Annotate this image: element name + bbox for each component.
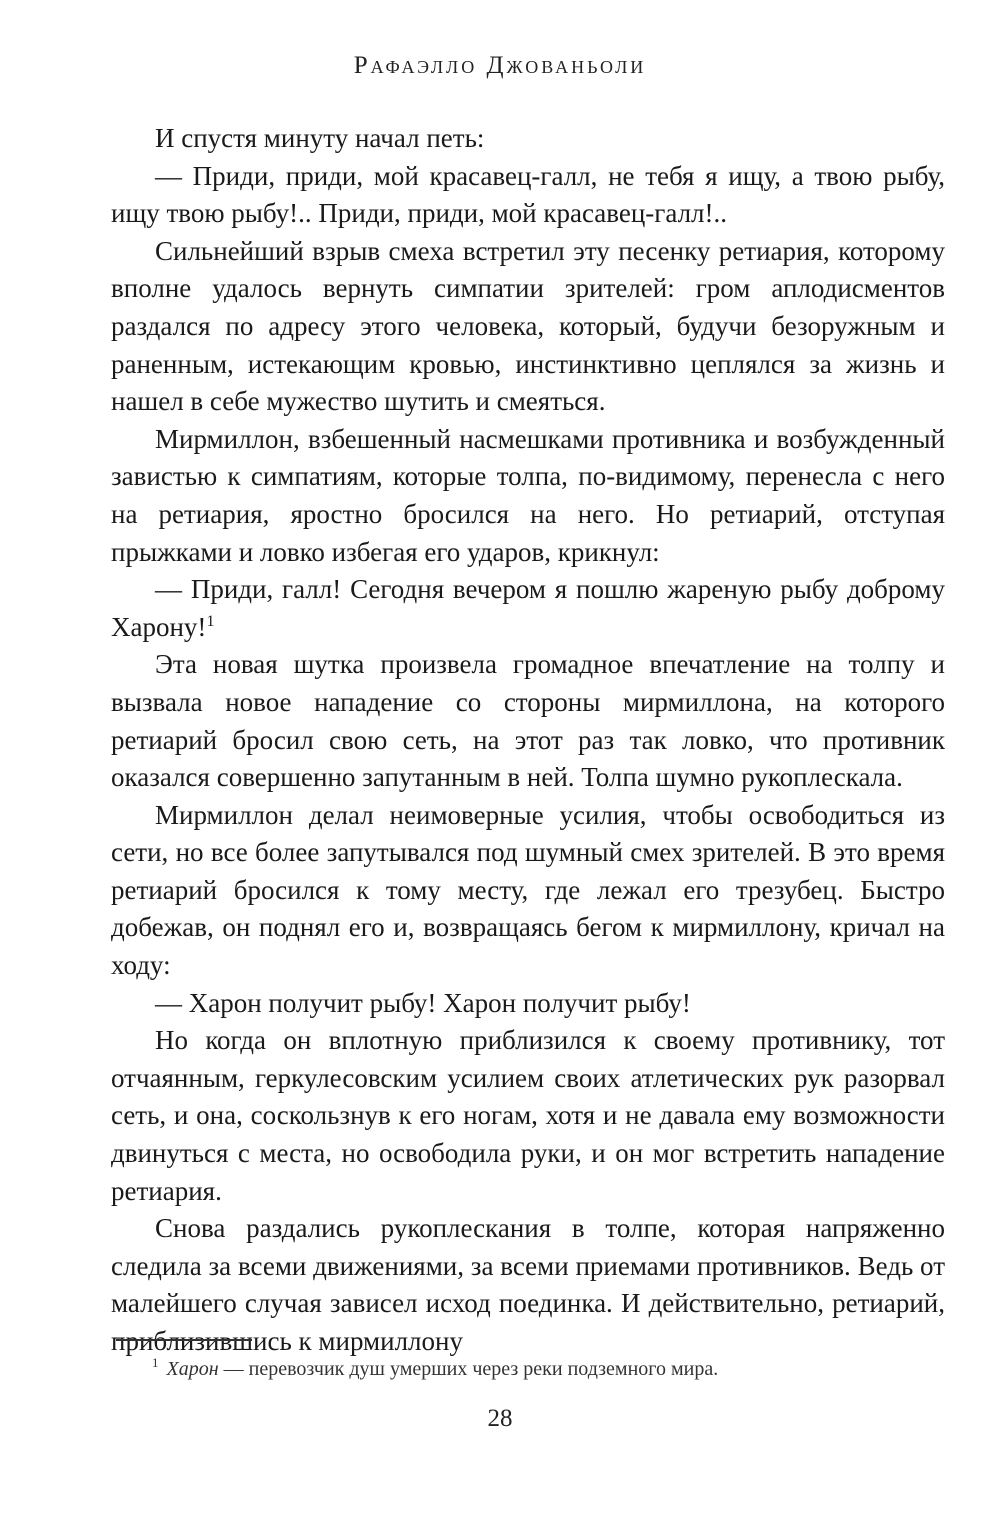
paragraph: Но когда он вплотную приблизился к своему противнику, тот отчаянным, геркулесовским усилием своих атлетических рук разорвал сеть, и она, соскользнув к его ногам, хотя и не давала ему возможности двинуться с места, но освободила руки, и он мог встретить нападение ретиария.: [111, 1025, 945, 1206]
footnote-mark: 1: [152, 1355, 159, 1371]
footnote-term: Харон: [166, 1358, 219, 1380]
footnote-text: — перевозчик душ умерших через реки подземного мира.: [218, 1358, 719, 1380]
paragraph: Сильнейший взрыв смеха встретил эту песенку ретиария, которому вполне удалось вернуть симпатии зрителей: гром аплодисментов раздался по адресу этого человека, который, будучи безоружным и раненным, истекающим кровью, инстинктивно цеплялся за жизнь и нашел в себе мужество шутить и смеяться.: [111, 235, 945, 417]
running-head-title: Рафаэлло Джованьоли: [353, 52, 647, 79]
paragraph: И спустя минуту начал петь:: [155, 123, 485, 153]
paragraph: — Приди, приди, мой красавец-галл, не тебя я ищу, а твою рыбу, ищу твою рыбу!.. Приди, приди, мой красавец-галл!..: [111, 160, 945, 229]
paragraph: Мирмиллон делал неимоверные усилия, чтобы освободиться из сети, но все более запутывался под шумный смех зрителей. В это время ретиарий бросился к тому месту, где лежал его трезубец. Быстро добежав, он поднял его и, возвращаясь бегом к мирмиллону, кричал на ходу:: [111, 799, 945, 981]
paragraph: Снова раздались рукоплескания в толпе, которая напряженно следила за всеми движениями, за всеми приемами противников. Ведь от малейшего случая зависел исход поединка. И действительно, ретиарий, приблизившись к мирмиллону: [111, 1213, 945, 1356]
paragraph: Мирмиллон, взбешенный насмешками противника и возбужденный завистью к симпатиям, которые толпа, по-видимому, перенесла с него на ретиария, яростно бросился на него. Но ретиарий, отступая прыжками и ловко избегая его ударов, крикнул:: [111, 423, 945, 567]
paragraph-text: — Приди, галл! Сегодня вечером я пошлю жареную рыбу доброму Харону!: [111, 574, 945, 642]
paragraph: — Харон получит рыбу! Харон получит рыбу!: [155, 987, 691, 1018]
page-number: 28: [487, 1405, 513, 1432]
footnote-reference[interactable]: 1: [206, 612, 215, 630]
footnote: [152, 1355, 932, 1383]
main-text: [111, 120, 945, 1361]
footnote-divider: [116, 1339, 252, 1341]
paragraph-with-footnote: [111, 571, 945, 646]
paragraph: Эта новая шутка произвела громадное впечатление на толпу и вызвала новое нападение со стороны мирмиллона, на которого ретиарий бросил свою сеть, на этот раз так ловко, что противник оказался совершенно запутанным в ней. Толпа шумно рукоплескала.: [111, 649, 945, 793]
